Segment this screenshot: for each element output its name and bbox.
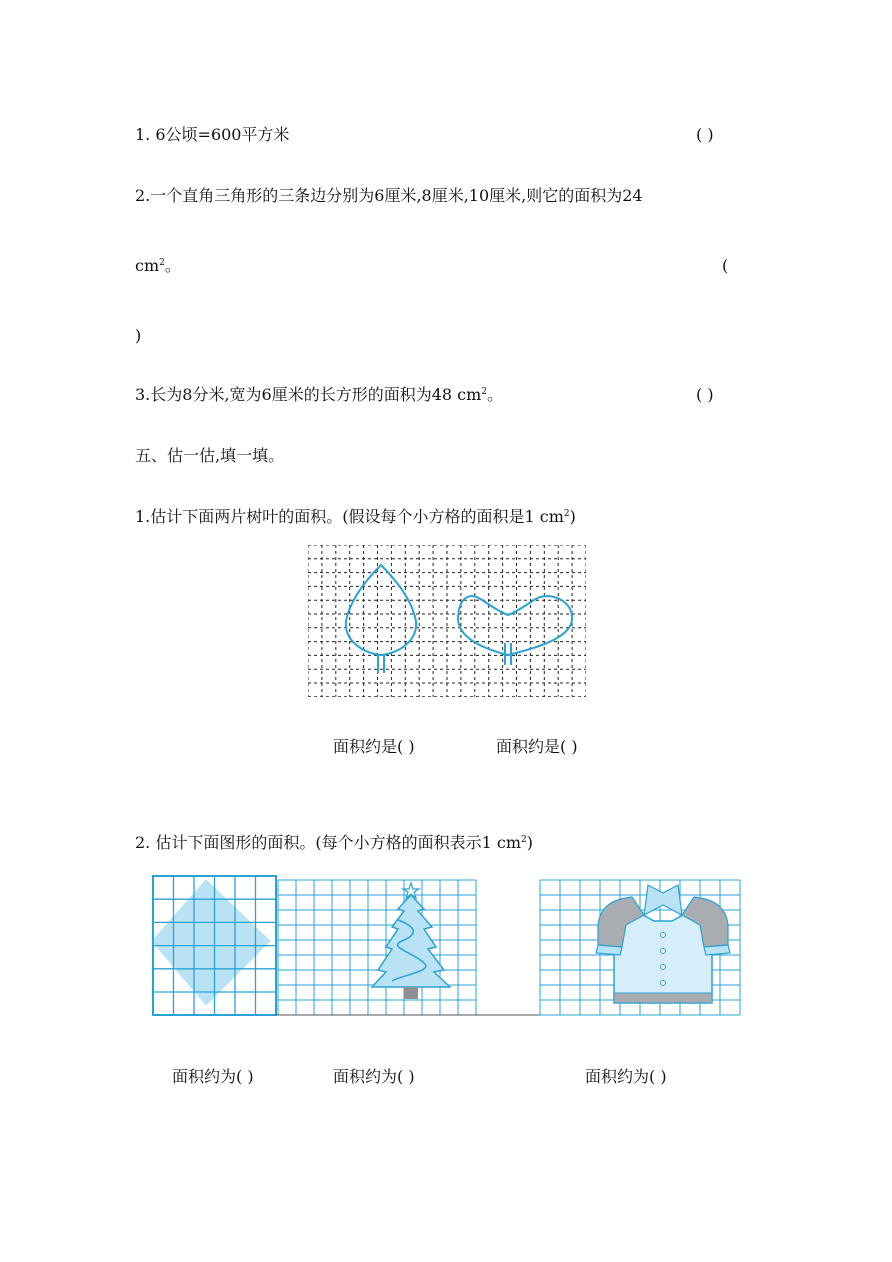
jacket-cuff-left <box>596 945 622 955</box>
question-1-text: 1. 6公顷=600平方米 <box>135 125 290 144</box>
unit-superscript: 2 <box>563 509 570 519</box>
answer-paren-1[interactable]: ( ) <box>696 125 714 144</box>
shape-caption-3[interactable]: 面积约为( ) <box>585 1067 667 1086</box>
close-paren: ) <box>526 833 533 852</box>
leaf-caption-1[interactable]: 面积约是( ) <box>333 737 415 756</box>
unit-superscript: 2 <box>481 387 488 397</box>
shape-caption-2[interactable]: 面积约为( ) <box>333 1067 415 1086</box>
answer-paren-3[interactable]: ( ) <box>696 385 714 404</box>
answer-paren-2-open[interactable]: ( <box>722 256 729 275</box>
problem-2-text <box>135 833 533 853</box>
unit-superscript: 2 <box>159 258 165 268</box>
section-heading: 五、估一估,填一填。 <box>135 446 285 465</box>
leaf-grid-figure <box>308 545 586 697</box>
question-3 <box>135 385 503 405</box>
unit-superscript: 2 <box>521 835 527 845</box>
tree-trunk <box>404 987 418 999</box>
question-3-text: 3.长为8分米,宽为6厘米的长方形的面积为48 cm <box>135 385 482 404</box>
problem-2-body: 2. 估计下面图形的面积。(每个小方格的面积表示1 cm <box>135 833 521 852</box>
question-2-unit <box>135 256 181 276</box>
period: 。 <box>487 385 504 404</box>
shape-caption-1[interactable]: 面积约为( ) <box>172 1067 254 1086</box>
leaf-caption-2[interactable]: 面积约是( ) <box>496 737 578 756</box>
diamond-figure <box>152 876 276 1015</box>
problem-1-text <box>135 507 576 527</box>
jacket-hem <box>614 993 712 1003</box>
jacket-cuff-right <box>704 945 730 955</box>
tree-shape <box>372 895 450 987</box>
close-paren: ) <box>569 507 576 526</box>
shapes-grid-figure <box>152 875 742 1020</box>
question-2 <box>135 186 643 206</box>
question-1 <box>135 125 289 145</box>
period: 。 <box>164 256 181 275</box>
unit-cm: cm <box>135 256 160 275</box>
answer-paren-2-close[interactable]: ) <box>135 326 142 345</box>
question-2-text: 2.一个直角三角形的三条边分别为6厘米,8厘米,10厘米,则它的面积为24 <box>135 186 643 205</box>
jacket-figure <box>540 880 740 1015</box>
problem-1-body: 1.估计下面两片树叶的面积。(假设每个小方格的面积是1 cm <box>135 507 564 526</box>
leaf-stem-1 <box>378 655 384 673</box>
